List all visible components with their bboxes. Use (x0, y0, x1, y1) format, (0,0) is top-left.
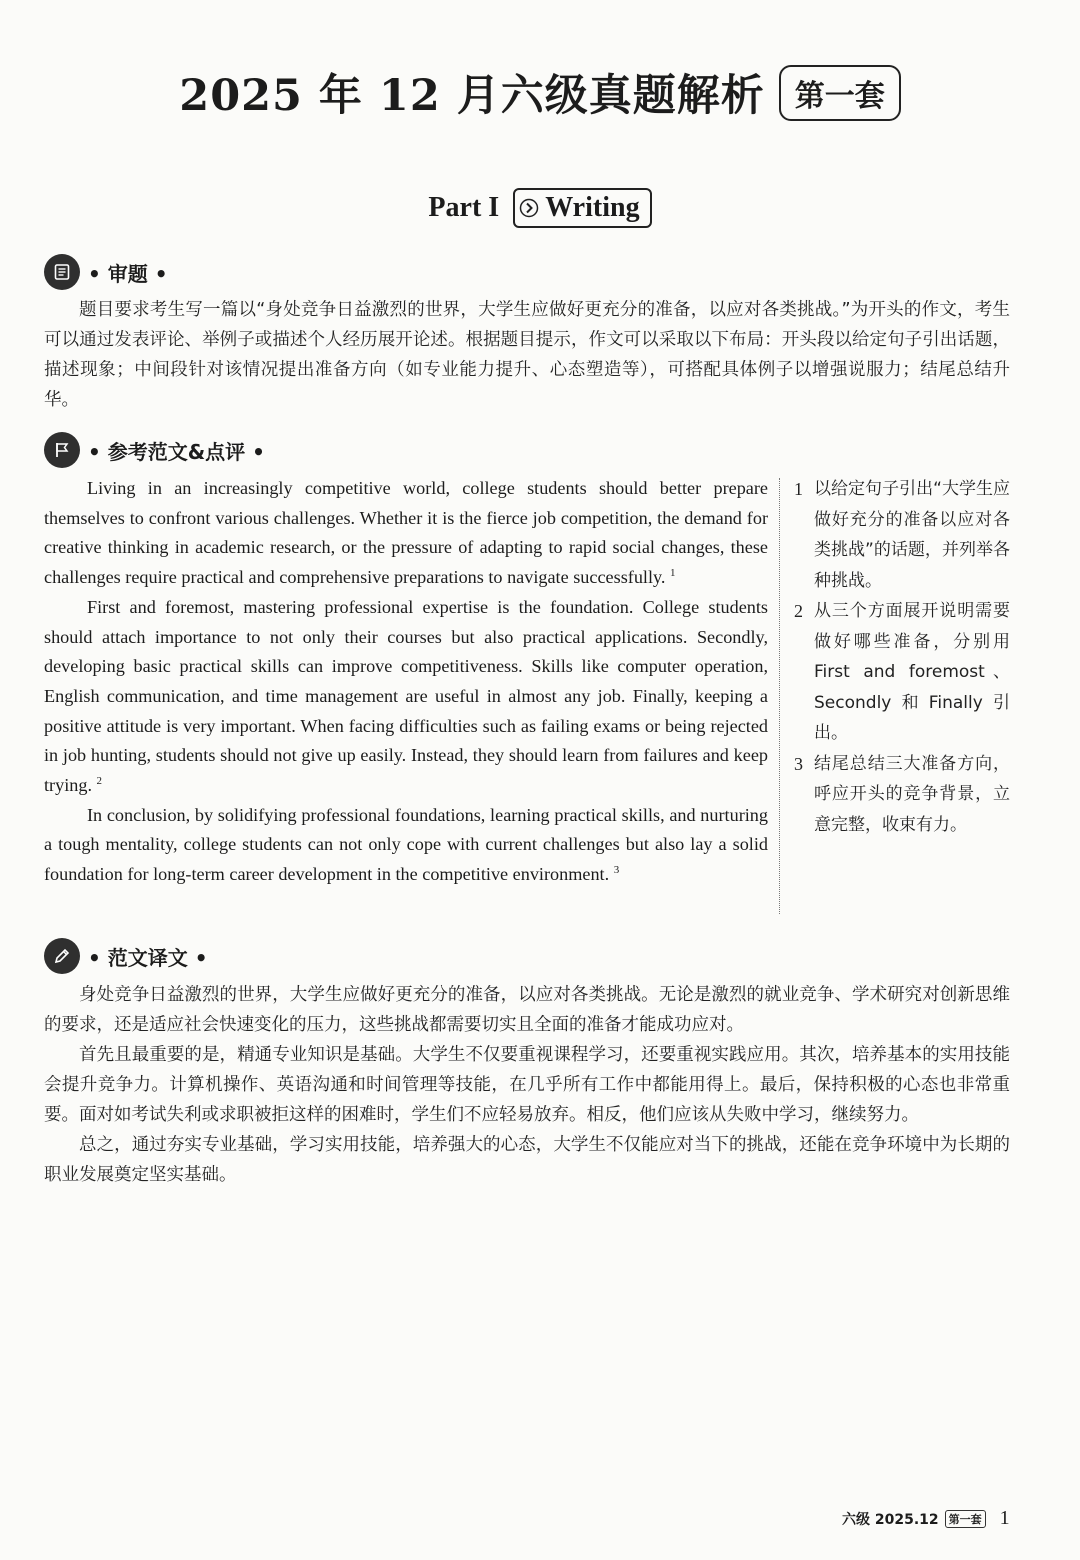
analysis-text: 题目要求考生写一篇以“身处竞争日益激烈的世界，大学生应做好更充分的准备，以应对各类挑战。”为开头的作文，考生可以通过发表评论、举例子或描述个人经历展开论述。根据题目提示，作文可以采取以下布局：开头段以给定句子引出话题，描述现象；中间段针对该情况提出准备方向（如专业能力提升、心态塑造等），可搭配具体例子以增强说服力；结尾总结升华。 (44, 300, 1010, 410)
translation-paragraph: 总之，通过夯实专业基础，学习实用技能，培养强大的心态，大学生不仅能应对当下的挑战，还能在竞争环境中为长期的职业发展奠定坚实基础。 (44, 1135, 1010, 1185)
document-icon (44, 254, 80, 290)
note-number: 2 (794, 601, 803, 621)
note-text: 以给定句子引出“大学生应做好充分的准备以应对各类挑战”的话题，并列举各种挑战。 (814, 479, 1010, 591)
commentary-notes (794, 474, 1010, 840)
footnote-marker: 2 (96, 774, 103, 787)
footnote-marker: 1 (670, 567, 676, 580)
part-name-box (513, 188, 651, 228)
translation-paragraph: 首先且最重要的是，精通专业知识是基础。大学生不仅要重视课程学习，还要重视实践应用。其次，培养基本的实用技能会提升竞争力。计算机操作、英语沟通和时间管理等技能，在几乎所有工作中都能用得上。最后，保持积极的心态也非常重要。面对如考试失利或求职被拒这样的困难时，学生们不应轻易放弃。相反，他们应该从失败中学习，继续努力。 (44, 1045, 1010, 1125)
translation-paragraph: 身处竞争日益激烈的世界，大学生应做好更充分的准备，以应对各类挑战。无论是激烈的就业竞争、学术研究对创新思维的要求，还是适应社会快速变化的压力，这些挑战都需要切实且全面的准备才能成功应对。 (44, 985, 1010, 1035)
translation-title: • 范文译文 • (88, 945, 208, 970)
set-badge: 第一套 (779, 65, 901, 121)
footer-label: 六级 2025.12 (842, 1511, 939, 1528)
note-number: 3 (794, 753, 803, 774)
sample-title: • 参考范文&点评 • (88, 439, 265, 464)
note-number: 1 (794, 479, 803, 499)
sample-heading (44, 432, 265, 468)
essay-paragraph: First and foremost, mastering professional expertise is the foundation. College students should attach importance to not only their courses but also practical applications. Secondly, developing basic practical skills can improve competitiveness. Skills like computer operation, English communication, and time management are useful in almost any job. Finally, keeping a positive attitude is very important. When facing difficulties such as failing exams or being rejected in job hunting, students should not give up easily. Instead, they should learn from failures and keep trying. $^2$ (44, 596, 768, 796)
note-text: 结尾总结三大准备方向，呼应开头的竞争背景，立意完整，收束有力。 (814, 753, 1010, 835)
analysis-heading (44, 254, 168, 290)
analysis-title: • 审题 • (88, 261, 168, 286)
flag-icon (44, 432, 80, 468)
chevron-right-icon (519, 198, 539, 218)
sample-essay (44, 474, 768, 890)
note-text: 从三个方面展开说明需要做好哪些准备，分别用First and foremost、Secondly和Finally引出。 (814, 601, 1010, 743)
translation-text-block (44, 980, 1010, 1190)
part-heading (0, 188, 1080, 228)
essay-paragraph: In conclusion, by solidifying professional foundations, learning practical skills, and nurturing a tough mentality, college students can not only cope with current challenges but also lay a solid foundation for long-term career development in the competitive environment. $^3$ (44, 804, 768, 885)
commentary-note (794, 596, 1010, 749)
part-label: Part I (428, 192, 500, 223)
footnote-marker: 3 (613, 864, 620, 877)
pen-icon (44, 938, 80, 974)
title-text: 2025 年 12 月六级真题解析 (179, 71, 765, 121)
analysis-text-block (44, 295, 1010, 415)
part-name: Writing (545, 192, 640, 223)
commentary-note (794, 749, 1010, 841)
page-footer (842, 1507, 1010, 1530)
page-title (0, 62, 1080, 123)
translation-heading (44, 938, 208, 974)
footer-set-badge: 第一套 (945, 1510, 986, 1528)
essay-paragraph: Living in an increasingly competitive world, college students should better prepare themselves to confront various challenges. Whether it is the fierce job competition, the demand for creative thinking in academic research, or the pressure of adapting to rapid social changes, these challenges require practical and comprehensive preparations to navigate successfully. $^1$ (44, 478, 768, 588)
commentary-note (794, 474, 1010, 596)
page-number: 1 (999, 1507, 1010, 1529)
dotted-divider (779, 478, 780, 914)
